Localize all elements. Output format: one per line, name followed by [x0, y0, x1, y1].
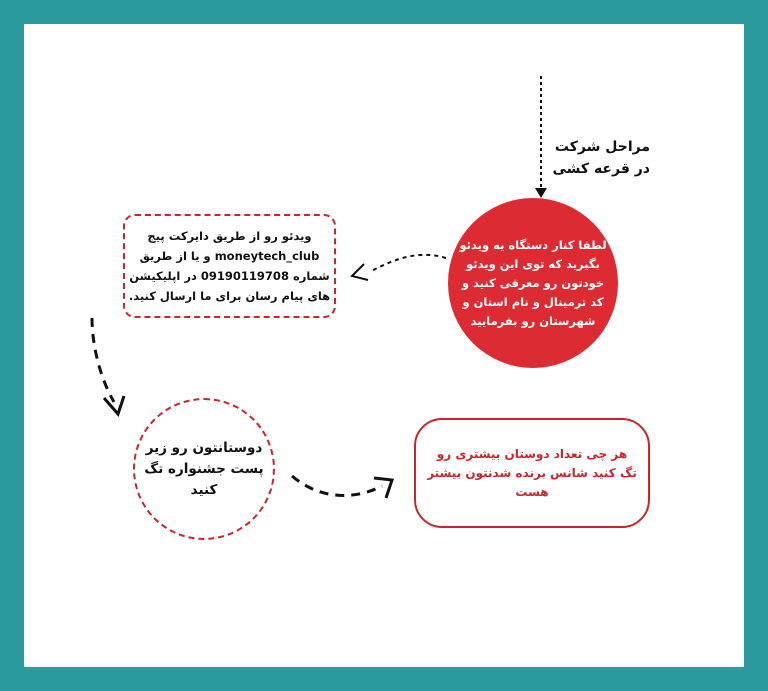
- step2-send-video-box: [123, 214, 336, 318]
- step3-tag-friends-circle: [133, 398, 275, 540]
- step4-chance-box: [414, 418, 650, 528]
- diagram-canvas: [24, 24, 744, 667]
- step-title-label: مراحل شرکت در قرعه کشی: [552, 139, 650, 177]
- step3-text: دوستانتون رو زیر پست جشنواره تگ کنید: [144, 439, 264, 498]
- step4-text: هر چی تعداد دوستان بیشتری رو تگ کنید شانس برنده شدنتون بیشتر هست: [427, 446, 637, 499]
- step1-record-video-circle: [448, 198, 618, 368]
- step1-text: لطفا کنار دستگاه یه ویدئو بگیرید که توی این ویدئو خودتون رو معرفی کنید و کد ترمینال و نام استان و شهرستان رو بفرمایید: [459, 237, 607, 328]
- step2-text: ویدئو رو از طریق دایرکت پیج moneytech_club و یا از طریق شماره 09190119708 در اپلیکیشن های پیام رسان برای ما ارسال کنید.: [128, 229, 331, 303]
